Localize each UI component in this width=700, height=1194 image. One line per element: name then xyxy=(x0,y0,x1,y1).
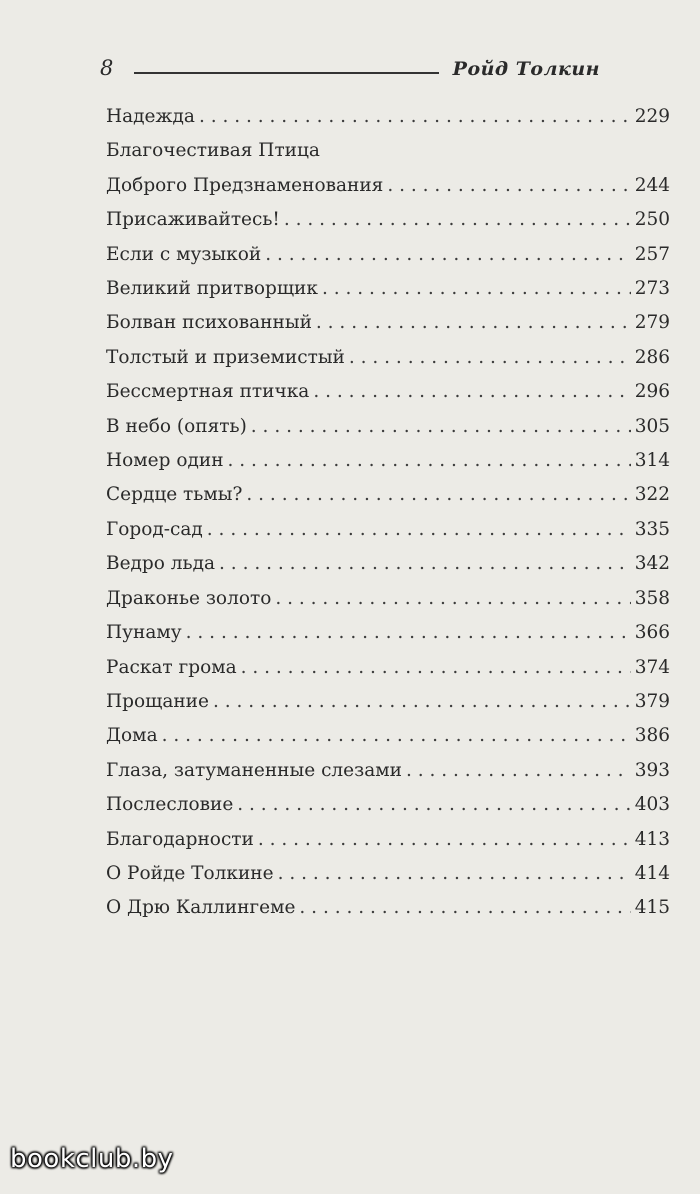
toc-entry-row xyxy=(106,651,670,685)
dot-leader xyxy=(186,616,631,650)
toc-entry-title: Бессмертная птичка xyxy=(106,381,310,403)
toc-entry-row xyxy=(106,375,670,409)
dot-leader xyxy=(228,444,631,478)
toc-entry-row xyxy=(106,513,670,547)
toc-entry-page: 393 xyxy=(634,759,670,781)
toc-entry xyxy=(106,444,670,478)
toc-entry-page: 322 xyxy=(634,484,670,506)
toc-entry-title: Дома xyxy=(106,725,158,747)
toc-entry-page: 314 xyxy=(634,450,670,472)
dot-leader xyxy=(162,719,631,753)
toc-entry xyxy=(106,685,670,719)
toc-entry-row xyxy=(106,341,670,375)
toc-entry-page: 379 xyxy=(634,690,670,712)
toc-entry-title: Доброго Предзнаменования xyxy=(106,174,384,196)
toc-entry-page: 335 xyxy=(634,518,670,540)
toc-entry xyxy=(106,203,670,237)
toc-entry xyxy=(106,238,670,272)
toc-entry xyxy=(106,754,670,788)
toc-entry-row xyxy=(106,582,670,616)
toc-entry-title: О Дрю Каллингеме xyxy=(106,897,296,919)
toc-entry-title: Драконье золото xyxy=(106,587,272,609)
toc-entry xyxy=(106,651,670,685)
toc-entry-page: 386 xyxy=(634,725,670,747)
toc-entry xyxy=(106,478,670,512)
toc-entry xyxy=(106,719,670,753)
toc-entry-row xyxy=(106,410,670,444)
toc-entry-page: 229 xyxy=(634,106,670,127)
toc-entry xyxy=(106,100,670,134)
dot-leader xyxy=(284,203,631,237)
table-of-contents xyxy=(106,100,670,926)
toc-entry xyxy=(106,823,670,857)
toc-entry-title: Номер один xyxy=(106,450,224,472)
dot-leader xyxy=(207,513,631,547)
toc-entry xyxy=(106,410,670,444)
page-header xyxy=(100,50,600,80)
toc-entry-row xyxy=(106,100,670,134)
toc-entry-title: Благодарности xyxy=(106,828,254,850)
toc-entry-row xyxy=(106,616,670,650)
toc-entry-title: Сердце тьмы? xyxy=(106,484,243,506)
dot-leader xyxy=(275,582,630,616)
toc-entry-row xyxy=(106,272,670,306)
toc-entry-title: В небо (опять) xyxy=(106,415,247,437)
toc-entry-title: Толстый и приземистый xyxy=(106,346,345,368)
toc-entry xyxy=(106,857,670,891)
toc-entry-title: Великий притворщик xyxy=(106,278,318,300)
toc-entry-page: 305 xyxy=(634,415,670,437)
toc-entry xyxy=(106,547,670,581)
toc-entry-title: Глаза, затуманенные слезами xyxy=(106,759,402,781)
toc-entry-page: 374 xyxy=(634,656,670,678)
toc-entry xyxy=(106,375,670,409)
toc-entry-page: 244 xyxy=(634,174,670,196)
toc-entry-page: 296 xyxy=(634,381,670,403)
dot-leader xyxy=(313,375,630,409)
toc-entry-row xyxy=(106,478,670,512)
toc-entry-title: Ведро льда xyxy=(106,553,216,575)
toc-entry-title: Болван психованный xyxy=(106,312,312,334)
dot-leader xyxy=(237,788,630,822)
toc-entry-page: 279 xyxy=(634,312,670,334)
toc-entry-page: 415 xyxy=(634,897,670,919)
header-rule xyxy=(134,72,439,74)
toc-entry xyxy=(106,513,670,547)
toc-entry xyxy=(106,891,670,925)
toc-entry-title: Город-сад xyxy=(106,518,203,540)
toc-entry-row xyxy=(106,444,670,478)
dot-leader xyxy=(265,238,630,272)
dot-leader xyxy=(251,410,631,444)
running-head-author: Ройд Толкин xyxy=(452,58,600,80)
toc-entry-row xyxy=(106,547,670,581)
toc-entry-page: 366 xyxy=(634,622,670,644)
toc-entry-row xyxy=(106,203,670,237)
toc-entry-page: 403 xyxy=(634,794,670,816)
toc-entry-row xyxy=(106,306,670,340)
toc-entry-title: Надежда xyxy=(106,106,195,127)
toc-entry-title: О Ройде Толкине xyxy=(106,862,274,884)
toc-entry-title: Пунаму xyxy=(106,622,182,644)
dot-leader xyxy=(219,547,631,581)
dot-leader xyxy=(213,685,631,719)
toc-entry-page: 257 xyxy=(634,243,670,265)
dot-leader xyxy=(278,857,631,891)
dot-leader xyxy=(258,823,631,857)
toc-entry-row xyxy=(106,169,670,203)
toc-entry xyxy=(106,582,670,616)
dot-leader xyxy=(241,651,631,685)
dot-leader xyxy=(387,169,630,203)
dot-leader xyxy=(349,341,631,375)
toc-entry-page: 413 xyxy=(634,828,670,850)
toc-entry-title-line1: Благочестивая Птица xyxy=(106,140,320,162)
toc-entry-row xyxy=(106,823,670,857)
toc-entry xyxy=(106,616,670,650)
toc-entry-row xyxy=(106,685,670,719)
toc-entry-row xyxy=(106,719,670,753)
toc-entry-title: Прощание xyxy=(106,690,209,712)
toc-entry xyxy=(106,272,670,306)
toc-entry-row xyxy=(106,788,670,822)
toc-entry-title: Послесловие xyxy=(106,794,234,816)
dot-leader xyxy=(316,306,631,340)
dot-leader xyxy=(299,891,630,925)
toc-entry-page: 286 xyxy=(634,346,670,368)
toc-entry-row xyxy=(106,857,670,891)
toc-entry-title: Если с музыкой xyxy=(106,243,262,265)
toc-entry xyxy=(106,788,670,822)
toc-entry-page: 273 xyxy=(634,278,670,300)
watermark: bookclub.by xyxy=(10,1144,174,1174)
toc-entry xyxy=(106,306,670,340)
toc-entry-page: 342 xyxy=(634,553,670,575)
toc-entry xyxy=(106,134,670,203)
toc-entry-title: Раскат грома xyxy=(106,656,237,678)
toc-entry-row xyxy=(106,754,670,788)
toc-entry-row xyxy=(106,891,670,925)
dot-leader xyxy=(322,272,631,306)
toc-entry-page: 250 xyxy=(634,209,670,231)
toc-entry xyxy=(106,341,670,375)
toc-entry-row xyxy=(106,238,670,272)
toc-entry-page: 358 xyxy=(634,587,670,609)
toc-entry-page: 414 xyxy=(634,862,670,884)
page-number: 8 xyxy=(100,56,114,80)
dot-leader xyxy=(199,100,631,134)
toc-entry-title: Присаживайтесь! xyxy=(106,209,280,231)
dot-leader xyxy=(246,478,630,512)
dot-leader xyxy=(406,754,631,788)
